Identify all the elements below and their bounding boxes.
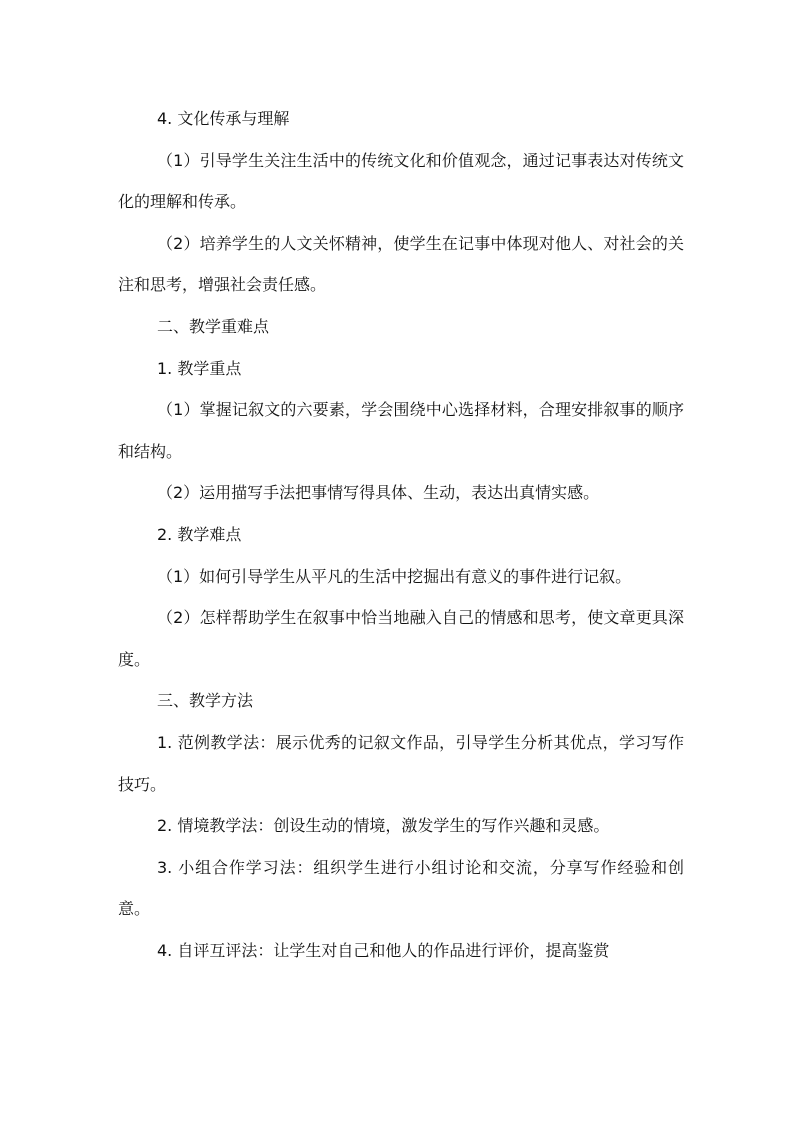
paragraph: 2. 情境教学法：创设生动的情境，激发学生的写作兴趣和灵感。 [157,816,610,836]
paragraph: （1）掌握记叙文的六要素，学会围绕中心选择材料，合理安排叙事的顺序和结构。 [118,400,684,461]
section-heading-cultural-heritage: 4. 文化传承与理解 [157,109,290,128]
section-heading-key-difficult-points: 二、教学重难点 [157,316,270,336]
paragraph: 1. 范例教学法：展示优秀的记叙文作品，引导学生分析其优点，学习写作技巧。 [118,732,684,794]
paragraph: （2）怎样帮助学生在叙事中恰当地融入自己的情感和思考，使文章更具深度。 [118,608,684,669]
paragraph: （1）引导学生关注生活中的传统文化和价值观念，通过记事表达对传统文化的理解和传承。 [118,150,684,212]
paragraph: 3. 小组合作学习法：组织学生进行小组讨论和交流，分享写作经验和创意。 [118,857,684,919]
paragraph: （2）培养学生的人文关怀精神，使学生在记事中体现对他人、对社会的关注和思考，增强社会责任感。 [118,233,684,295]
paragraph: （1）如何引导学生从平凡的生活中挖掘出有意义的事件进行记叙。 [157,566,632,586]
subheading-teaching-difficulties: 2. 教学难点 [157,524,242,544]
section-heading-teaching-methods: 三、教学方法 [157,691,254,711]
paragraph: （2）运用描写手法把事情写得具体、生动，表达出真情实感。 [157,483,600,503]
document-body [118,98,684,971]
subheading-teaching-focus: 1. 教学重点 [157,358,242,378]
paragraph: 4. 自评互评法：让学生对自己和他人的作品进行评价，提高鉴赏 [157,940,610,960]
